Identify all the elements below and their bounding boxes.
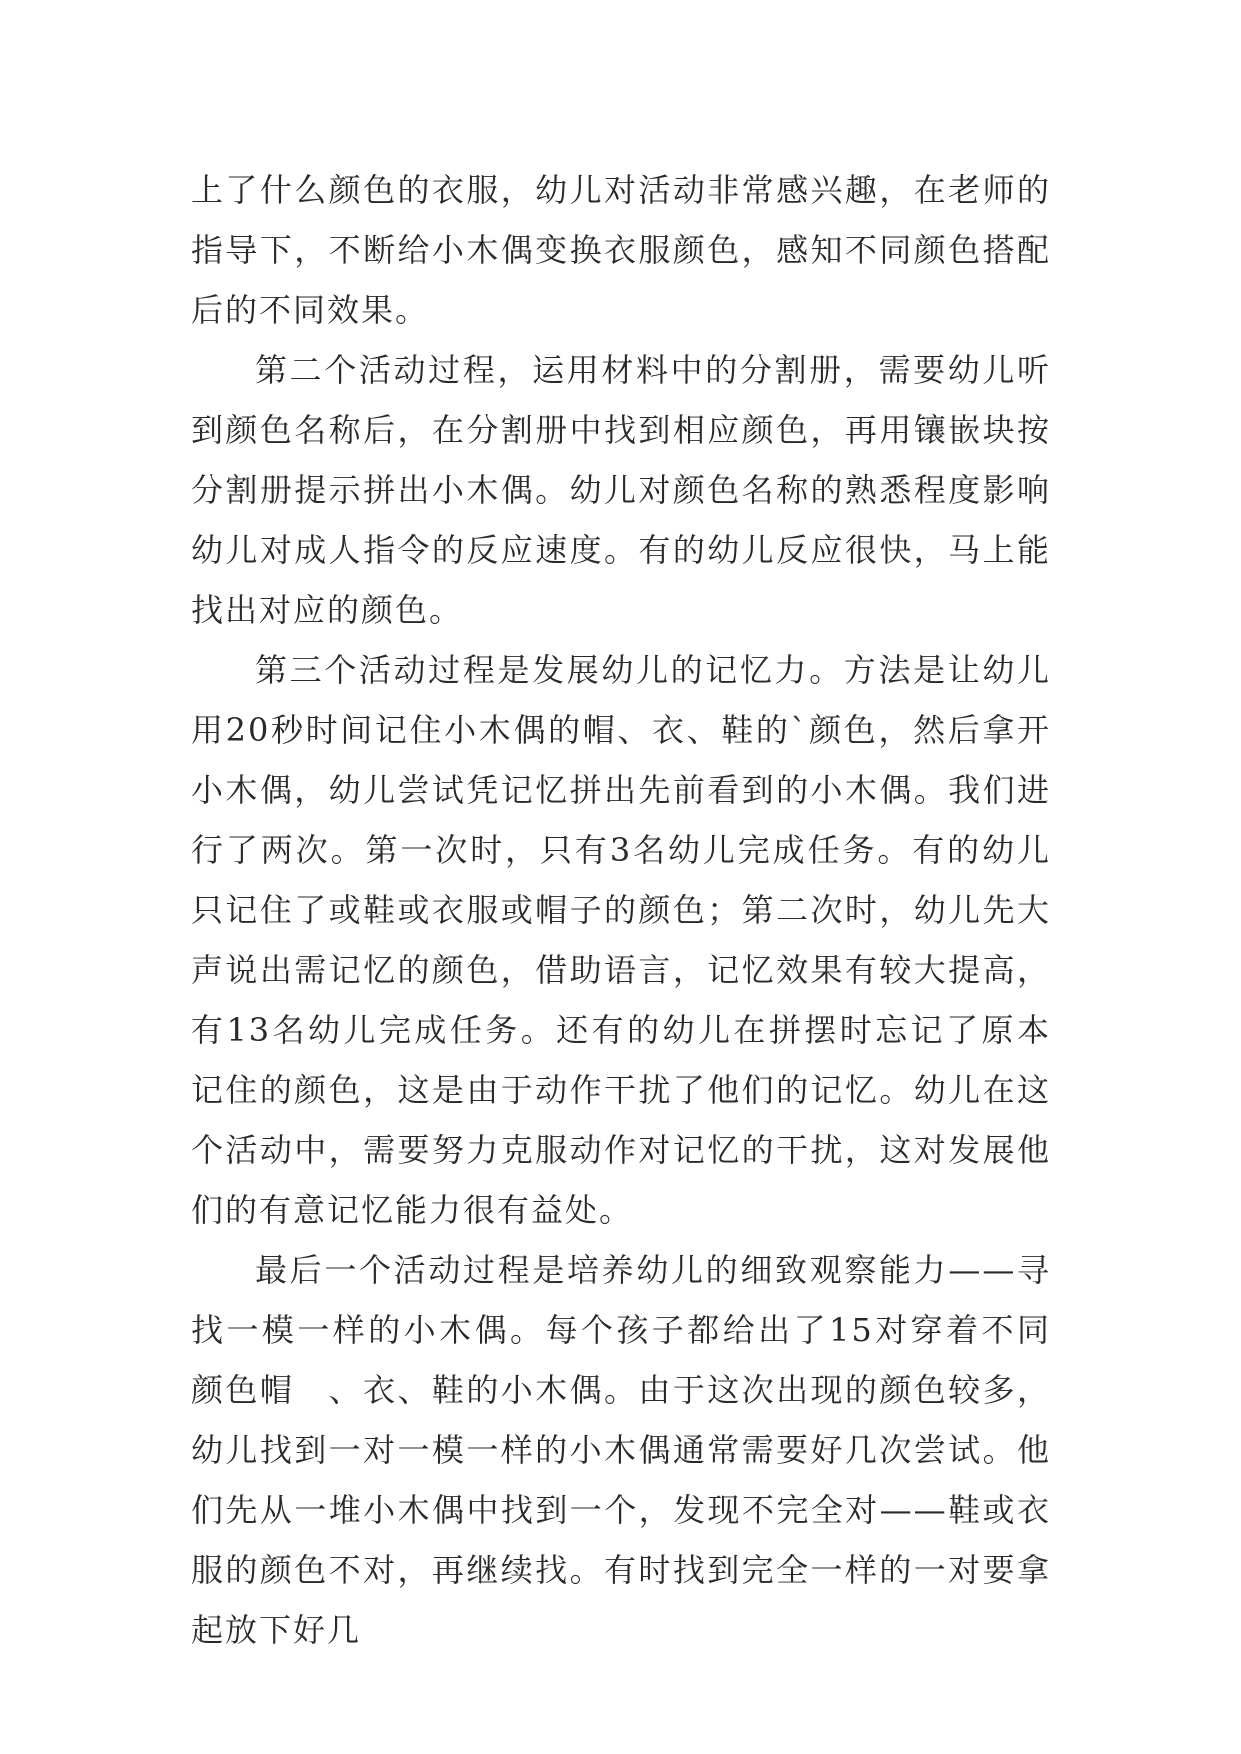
paragraph-third-activity: 第三个活动过程是发展幼儿的记忆力。方法是让幼儿用20秒时间记住小木偶的帽、衣、鞋的`颜色，然后拿开小木偶，幼儿尝试凭记忆拼出先前看到的小木偶。我们进行了两次。第一次时，只有3名幼儿完成任务。有的幼儿只记住了或鞋或衣服或帽子的颜色；第二次时，幼儿先大声说出需记忆的颜色，借助语言，记忆效果有较大提高，有13名幼儿完成任务。还有的幼儿在拼摆时忘记了原本记住的颜色，这是由于动作干扰了他们的记忆。幼儿在这个活动中，需要努力克服动作对记忆的干扰，这对发展他们的有意记忆能力很有益处。 <box>191 651 1051 1229</box>
paragraph-last-activity: 最后一个活动过程是培养幼儿的细致观察能力——寻找一模一样的小木偶。每个孩子都给出了15对穿着不同颜色帽 、衣、鞋的小木偶。由于这次出现的颜色较多，幼儿找到一对一模一样的小木偶通常需要好几次尝试。他们先从一堆小木偶中找到一个，发现不完全对——鞋或衣服的颜色不对，再继续找。有时找到完全一样的一对要拿起放下好几 <box>191 1251 1051 1649</box>
document-body <box>191 160 1051 1660</box>
paragraph-second-activity: 第二个活动过程，运用材料中的分割册，需要幼儿听到颜色名称后，在分割册中找到相应颜色，再用镶嵌块按分割册提示拼出小木偶。幼儿对颜色名称的熟悉程度影响幼儿对成人指令的反应速度。有的幼儿反应很快，马上能找出对应的颜色。 <box>191 351 1051 629</box>
paragraph-continuation: 上了什么颜色的衣服，幼儿对活动非常感兴趣，在老师的指导下，不断给小木偶变换衣服颜色，感知不同颜色搭配后的不同效果。 <box>191 171 1051 329</box>
